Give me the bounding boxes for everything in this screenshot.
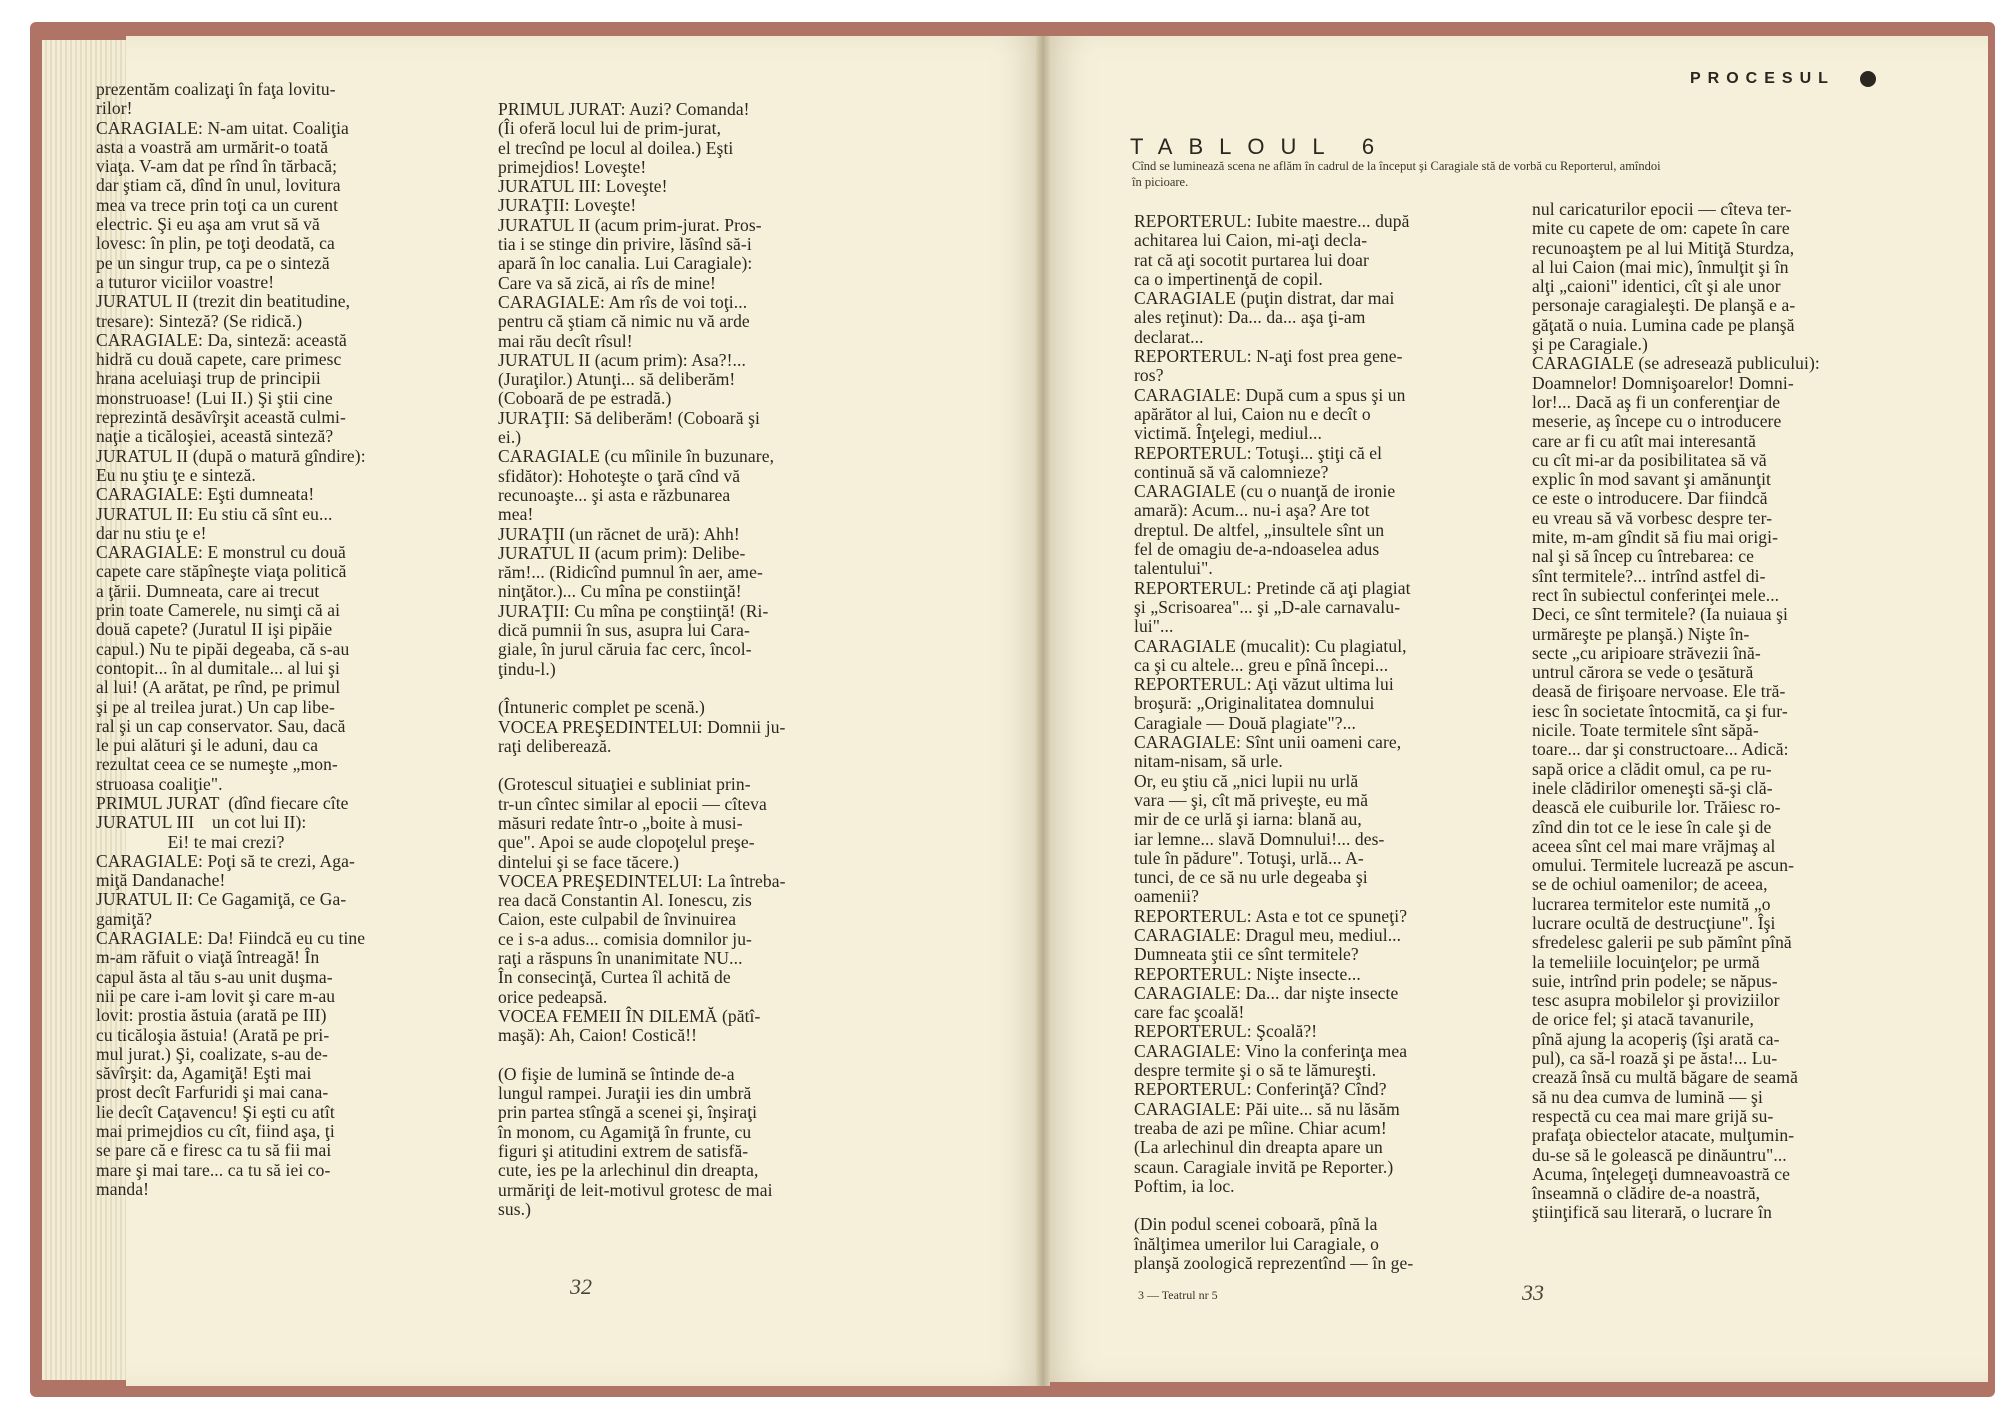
left-page-column-1: prezentăm coalizaţi în faţa lovitu- rilor! CARAGIALE: N-am uitat. Coaliţia asta a voastră am urmărit-o toată viaţa. V-am dat pe rînd în tărbacă; dar ştiam că, dînd în unul, lovitura mea va trece prin toţi ca un curent electric. Şi eu aşa am vrut să vă lovesc: în plin, pe toţi deodată, ca pe un singur trup, ca pe o sinteză a tuturor viciilor voastre! JURATUL II (trezit din beatitudine, tresare): Sinteză? (Se ridică.) CARAGIALE: Da, sinteză: această hidră cu două capete, care primesc hrana aceluiaşi trup de principii monstruoase! (Lui II.) Şi ştii cine reprezintă desăvîrşit această culmi- naţie a ticăloşiei, această sinteză? JURATUL II (după o matură gîndire): Eu nu ştiu ţe e sinteză. CARAGIALE: Eşti dumneata! JURATUL II: Eu stiu că sînt eu... dar nu stiu ţe e! CARAGIALE: E monstrul cu două capete care stăpîneşte viaţa politică a ţării. Dumneata, care ai trecut prin toate Camerele, nu simţi că ai două capete? (Juratul II işi pipăie capul.) Nu te pipăi degeaba, că s-au contopit... în al dumitale... al lui şi al lui! (A arătat, pe rînd, pe primul şi pe al treilea jurat.) Un cap libe- ral şi un cap conservator. Sau, dacă le pui alături şi le aduni, dau ca rezultat ceea ce se numeşte „mon- struoasa coaliţie". PRIMUL JURAT (dînd fiecare cîte JURATUL III un cot lui II): Ei! te mai crezi? CARAGIALE: Poţi să te crezi, Aga- miţă Dandanache! JURATUL II: Ce Gagamiţă, ce Ga- gamiţă? CARAGIALE: Da! Fiindcă eu cu tine m-am răfuit o viaţă întreagă! În capul ăsta al tău s-au unit duşma- nii pe care i-am lovit şi care m-au lovit: prostia ăstuia (arată pe III) cu ticăloşia ăstuia! (Arată pe pri- mul jurat.) Şi, coalizate, s-au de- săvîrşit: da, Agamiţă! Eşti mai prost decît Farfuridi şi mai cana- lie decît Caţavencu! Şi eşti cu atît mai primejdios cu cît, fiind aşa, ţi se pare că e firesc ca tu să fii mai mare şi mai tare... ca tu să iei co- manda!	[96, 79, 366, 1199]
running-header: PROCESUL	[1690, 70, 1835, 87]
page-number-right: 33	[1522, 1280, 1544, 1305]
page-footer: 3 — Teatrul nr 5	[1138, 1288, 1218, 1302]
header-dot-icon	[1860, 71, 1876, 87]
right-page-column-1: REPORTERUL: Iubite maestre... după achitarea lui Caion, mi-aţi decla- rat că aţi socotit purtarea lui doar ca o impertinenţă de copil. CARAGIALE (puţin distrat, dar mai ales reţinut): Da... da... aşa ţi-am declarat... REPORTERUL: N-aţi fost prea gene- ros? CARAGIALE: După cum a spus şi un apărător al lui, Caion nu e decît o victimă. Înţelegi, mediul... REPORTERUL: Totuşi... ştiţi că el continuă să vă calomnieze? CARAGIALE (cu o nuanţă de ironie amară): Acum... nu-i aşa? Are tot dreptul. De altfel, „insultele sînt un fel de omagiu de-a-ndoaselea adus talentului". REPORTERUL: Pretinde că aţi plagiat şi „Scrisoarea"... şi „D-ale carnavalu- lui"... CARAGIALE (mucalit): Cu plagiatul, ca şi cu altele... greu e pînă începi... REPORTERUL: Aţi văzut ultima lui broşură: „Originalitatea domnului Caragiale — Două plagiate"?... CARAGIALE: Sînt unii oameni care, nitam-nisam, să urle. Or, eu ştiu că „nici lupii nu urlă vara — şi, cît mă priveşte, eu mă mir de ce urlă şi iarna: blană au, iar lemne... slavă Domnului!... des- tule în pădure". Totuşi, urlă... A- tunci, de ce să nu urle degeaba şi oamenii? REPORTERUL: Asta e tot ce spuneţi? CARAGIALE: Dragul meu, mediul... Dumneata ştii ce sînt termitele? REPORTERUL: Nişte insecte... CARAGIALE: Da... dar nişte insecte care fac şcoală! REPORTERUL: Şcoală?! CARAGIALE: Vino la conferinţa mea despre termite şi o să te lămureşti. REPORTERUL: Conferinţă? Cînd? CARAGIALE: Păi uite... să nu lăsăm treaba de azi pe mîine. Chiar acum! (La arlechinul din dreapta apare un scaun. Caragiale invită pe Reporter.) Poftim, ia loc. (Din podul scenei coboară, pînă la înălţimea umerilor lui Caragiale, o planşă zoologică reprezentînd — în ge-	[1134, 211, 1414, 1274]
book-spine	[1036, 36, 1050, 1386]
page-number-left: 32	[570, 1274, 592, 1299]
left-page-column-2: PRIMUL JURAT: Auzi? Comanda! (Îi oferă locul lui de prim-jurat, el trecînd pe locul al doilea.) Eşti primejdios! Loveşte! JURATUL III: Loveşte! JURAŢII: Loveşte! JURATUL II (acum prim-jurat. Pros- tia i se stinge din privire, lăsînd să-i apară în loc canalia. Lui Caragiale): Care va să zică, ai rîs de mine! CARAGIALE: Am rîs de voi toţi... pentru că ştiam că nimic nu vă arde mai rău decît rîsul! JURATUL II (acum prim): Asa?!... (Juraţilor.) Atunţi... să deliberăm! (Coboară de pe estradă.) JURAŢII: Să deliberăm! (Coboară şi ei.) CARAGIALE (cu mîinile în buzunare, sfidător): Hohoteşte o ţară cînd vă recunoaşte... şi asta e răzbunarea mea! JURAŢII (un răcnet de ură): Ahh! JURATUL II (acum prim): Delibe- răm!... (Ridicînd pumnul în aer, ame- ninţător.)... Cu mîna pe constiinţă! JURAŢII: Cu mîna pe conştiinţă! (Ri- dică pumnii în sus, asupra lui Cara- giale, în jurul căruia fac cerc, încol- ţindu-l.) (Întuneric complet pe scenă.) VOCEA PREŞEDINTELUI: Domnii ju- raţi deliberează. (Grotescul situaţiei e subliniat prin- tr-un cîntec similar al epocii — cîteva măsuri redate într-o „boite à musi- que". Apoi se aude clopoţelul preşe- dintelui şi se face tăcere.) VOCEA PREŞEDINTELUI: La întreba- rea dacă Constantin Al. Ionescu, zis Caion, este culpabil de învinuirea ce i s-a adus... comisia domnilor ju- raţi a răspuns în unanimitate NU... În consecinţă, Curtea îl achită de orice pedeapsă. VOCEA FEMEII ÎN DILEMĂ (pătî- maşă): Ah, Caion! Costică!! (O fişie de lumină se întinde de-a lungul rampei. Juraţii ies din umbră prin partea stîngă a scenei şi, înşiraţi în monom, cu Agamiţă în frunte, cu figuri şi atitudini extrem de satisfă- cute, ies pe la arlechinul din dreapta, urmăriţi de leit-motivul grotesc de mai sus.)	[498, 99, 786, 1219]
right-page-column-2: nul caricaturilor epocii — cîteva ter- mite cu capete de om: capete în care recunoaştem pe al lui Mitiţă Sturdza, al lui Caion (mai mic), înmulţit şi în alţi „caioni" identici, cît şi ale unor personaje caragialeşti. De planşă e a- găţată o nuia. Lumina cade pe planşă şi pe Caragiale.) CARAGIALE (se adresează publicului): Doamnelor! Domnişoarelor! Domni- lor!... Dacă aş fi un conferenţiar de meserie, aş începe cu o introducere care ar fi cu atît mai interesantă cu cît mi-ar da posibilitatea să vă explic în mod savant şi amănunţit ce este o introducere. Dar fiindcă eu vreau să vă vorbesc despre ter- mite, m-am gîndit să fiu mai origi- nal şi să încep cu întrebarea: ce sînt termitele?... intrînd astfel di- rect în subiectul conferinţei mele... Deci, ce sînt termitele? (Ia nuiaua şi urmăreşte pe planşă.) Nişte în- secte „cu aripioare străvezii înă- untrul cărora se vede o ţesătură deasă de firişoare nervoase. Ele tră- iesc în societate întocmită, ca şi fur- nicile. Toate termitele sînt săpă- toare... dar şi constructoare... Adică: sapă orice a clădit omul, ca pe ru- inele clădirilor omeneşti să-şi clă- dească ele cuiburile lor. Trăiesc ro- zînd din tot ce le iese în cale şi de aceea sînt cel mai mare vrăjmaş al omului. Termitele lucrează pe ascun- se de ochiul oamenilor; de aceea, lucrarea termitelor este numită „o lucrare ocultă de destrucţiune". Îşi sfredelesc galerii pe sub pămînt pînă la temeliile locuinţelor; pe urmă suie, intrînd prin podele; se năpus- tesc asupra mobilelor şi proviziilor de orice fel; şi atacă tavanurile, pînă ajung la acoperiş (îşi arată ca- pul), ca să-l roază şi pe ăsta!... Lu- crează însă cu multă băgare de seamă să nu dea cumva de lumină — şi respectă cu cea mai mare grijă su- prafaţa obiectelor atacate, mulţumin- du-se să le golească pe dinăuntru"... Acuma, înţelegeţi dumneavoastră ce înseamnă o clădire de-a noastră, ştiinţifică sau literară, o lucrare în	[1532, 199, 1820, 1223]
section-title: TABLOUL 6	[1130, 134, 1391, 159]
stage-direction: Cînd se luminează scena ne aflăm în cadrul de la început şi Caragiale stă de vorbă cu Reporterul, amîndoi în picioare.	[1132, 159, 1661, 189]
